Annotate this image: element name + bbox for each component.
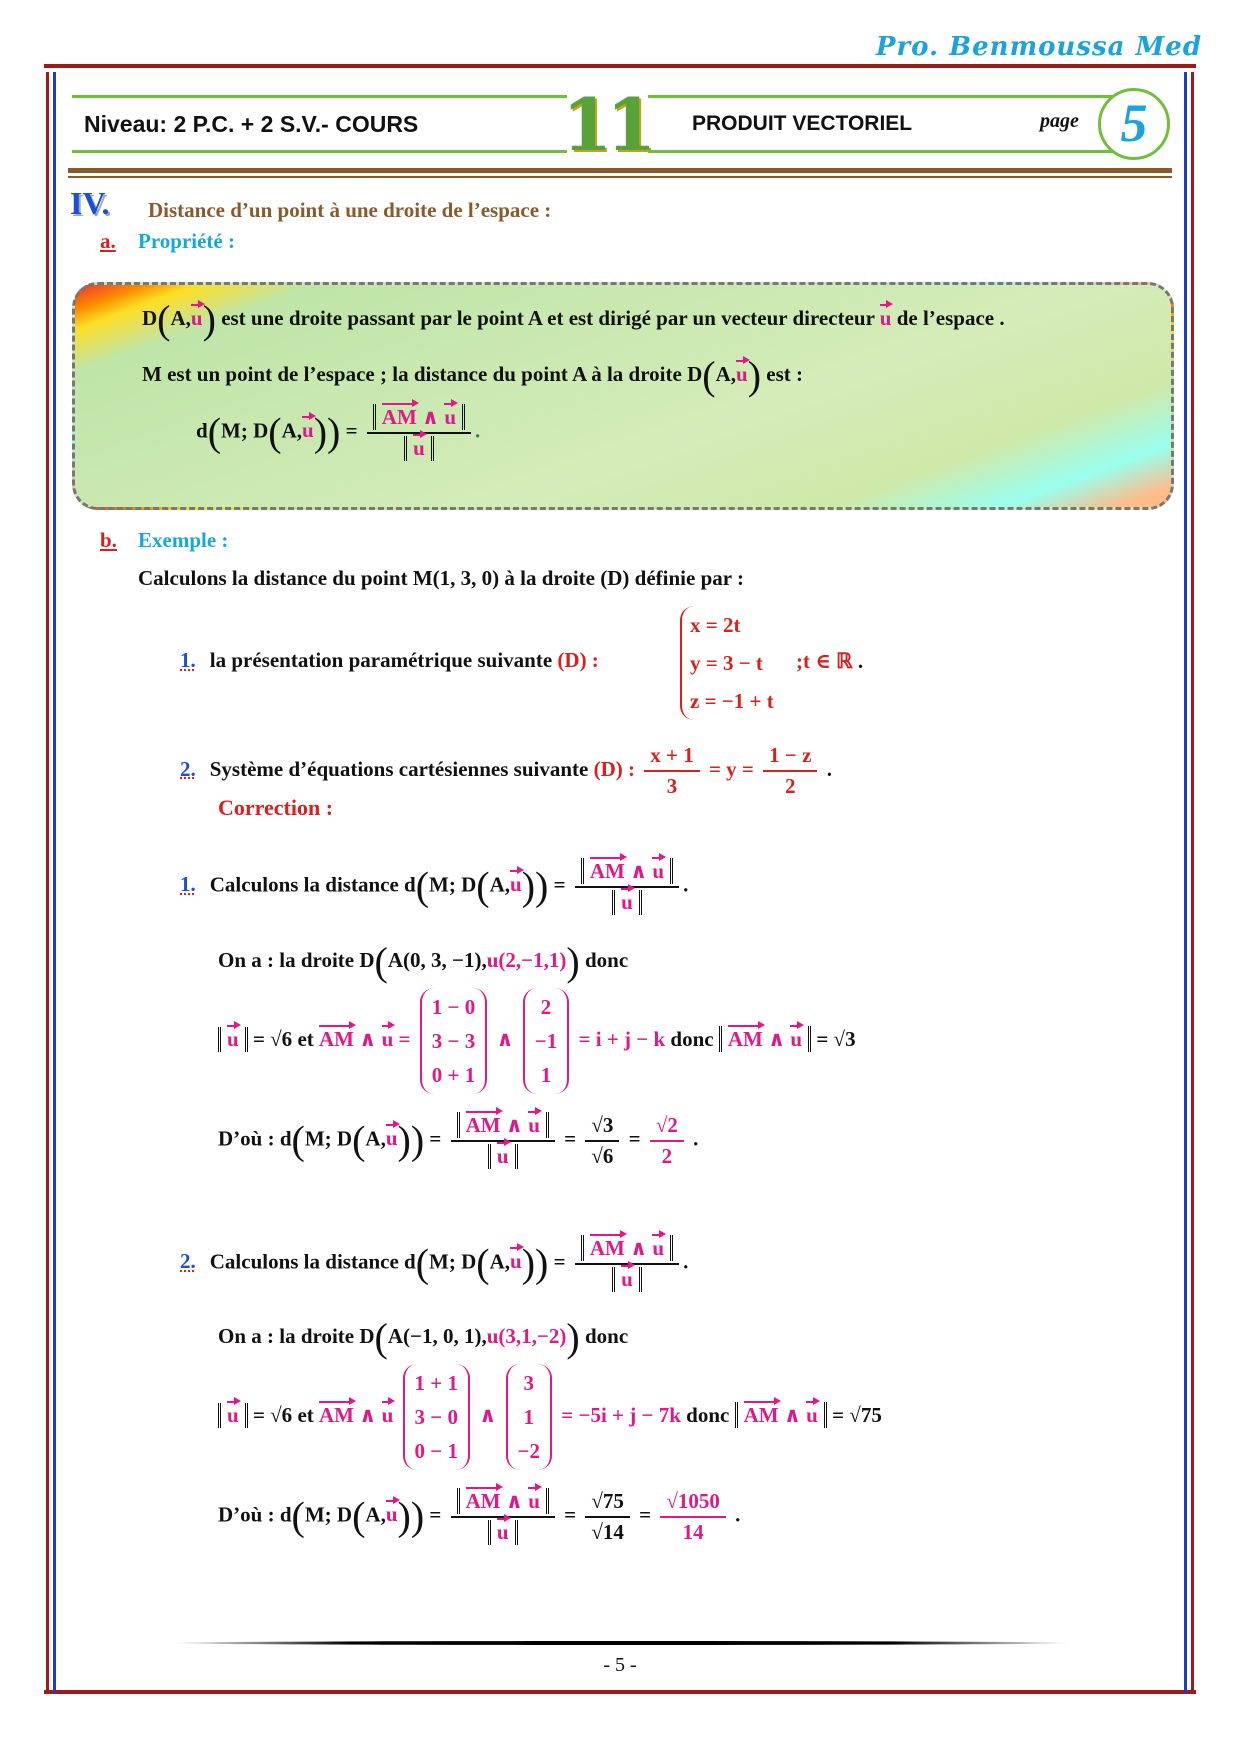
example-title: Exemple :	[138, 528, 229, 552]
c1-distance: 1. Calculons la distance d(M; D(A,u)) = $\frac{AM \wedge u}{u}$ .	[180, 859, 689, 914]
c2-result: D’où : d(M; D(A,u)) = $\frac{AM \wedge u}{u}$ = $\frac{√75}{√14}$ = $\frac{√1050}{14}$ .	[218, 1488, 741, 1544]
property-line2: M est un point de l’espace ; la distance du point A à la droite D(A,u) est :	[142, 353, 803, 398]
footer-page: - 5 -	[603, 1654, 637, 1676]
example-q2: 2. Système d’équations cartésiennes suivante (D) : $\frac{x + 1}{3}$ = y = $\frac{1 - z}{2}$ .	[180, 743, 832, 798]
frame-bottom	[44, 1690, 1196, 1694]
header-rule-2	[68, 176, 1172, 178]
page-badge-number: 5	[1120, 93, 1148, 153]
header-page-word: page	[1040, 110, 1079, 132]
c1-result: D’où : d(M; D(A,u)) = $\frac{AM \wedge u}{u}$ = $\frac{√3}{√6}$ = $\frac{√2}{2}$ .	[218, 1112, 699, 1168]
section-title: Distance d’un point à une droite de l’espace :	[148, 198, 552, 222]
c1-line: On a : la droite D(A(0, 3, −1),u(2,−1,1)) donc	[218, 939, 629, 984]
c2-cross: u = √6 et AM ∧ u 1 + 1 3 − 0 0 − 1 ∧ 3 1 −2 = −5i + j − 7k donc AM ∧ u = √75	[218, 1364, 882, 1470]
footer-rule	[172, 1641, 1072, 1645]
header-title: PRODUIT VECTORIEL	[692, 112, 913, 135]
frame-left	[46, 72, 49, 1694]
property-line1: D(A,u) est une droite passant par le point A et est dirigé par un vecteur directeur u de l’espace .	[142, 297, 1005, 342]
header-level: Niveau: 2 P.C. + 2 S.V.- COURS	[84, 111, 419, 137]
section-numeral: IV.	[70, 185, 110, 221]
chapter-number: 11	[562, 82, 651, 167]
frame-right-inner	[1184, 72, 1187, 1694]
c1-cross: u = √6 et AM ∧ u = 1 − 0 3 − 3 0 + 1 ∧ 2 −1 1 = i + j − k donc AM ∧ u = √3	[218, 988, 856, 1094]
frame-top	[44, 64, 1196, 68]
example-q1: 1. la présentation paramétrique suivante (D) :	[180, 648, 599, 672]
header-rule	[68, 168, 1172, 173]
frame-left-inner	[53, 72, 56, 1694]
example-intro: Calculons la distance du point M(1, 3, 0) à la droite (D) définie par :	[138, 566, 744, 590]
frame-right	[1191, 72, 1194, 1694]
page-badge	[1098, 88, 1170, 160]
example-q1-param: ;t ∈ ℝ .	[796, 649, 864, 673]
author-signature: Pro. Benmoussa Med	[875, 32, 1202, 62]
header-level-box	[72, 95, 567, 153]
c2-distance: 2. Calculons la distance d(M; D(A,u)) = $\frac{AM \wedge u}{u}$ .	[180, 1236, 689, 1291]
property-title: Propriété :	[138, 229, 235, 253]
property-formula: d(M; D(A,u)) = $\frac{AM \wedge u}{u}$ .	[196, 405, 481, 460]
example-label: b.	[100, 528, 117, 552]
header-title-box	[648, 95, 1126, 153]
property-label: a.	[100, 229, 116, 253]
correction-title: Correction :	[218, 795, 334, 820]
example-q1-system: x = 2t y = 3 − t z = −1 + t	[680, 606, 774, 720]
c2-line: On a : la droite D(A(−1, 0, 1),u(3,1,−2)) donc	[218, 1315, 629, 1360]
